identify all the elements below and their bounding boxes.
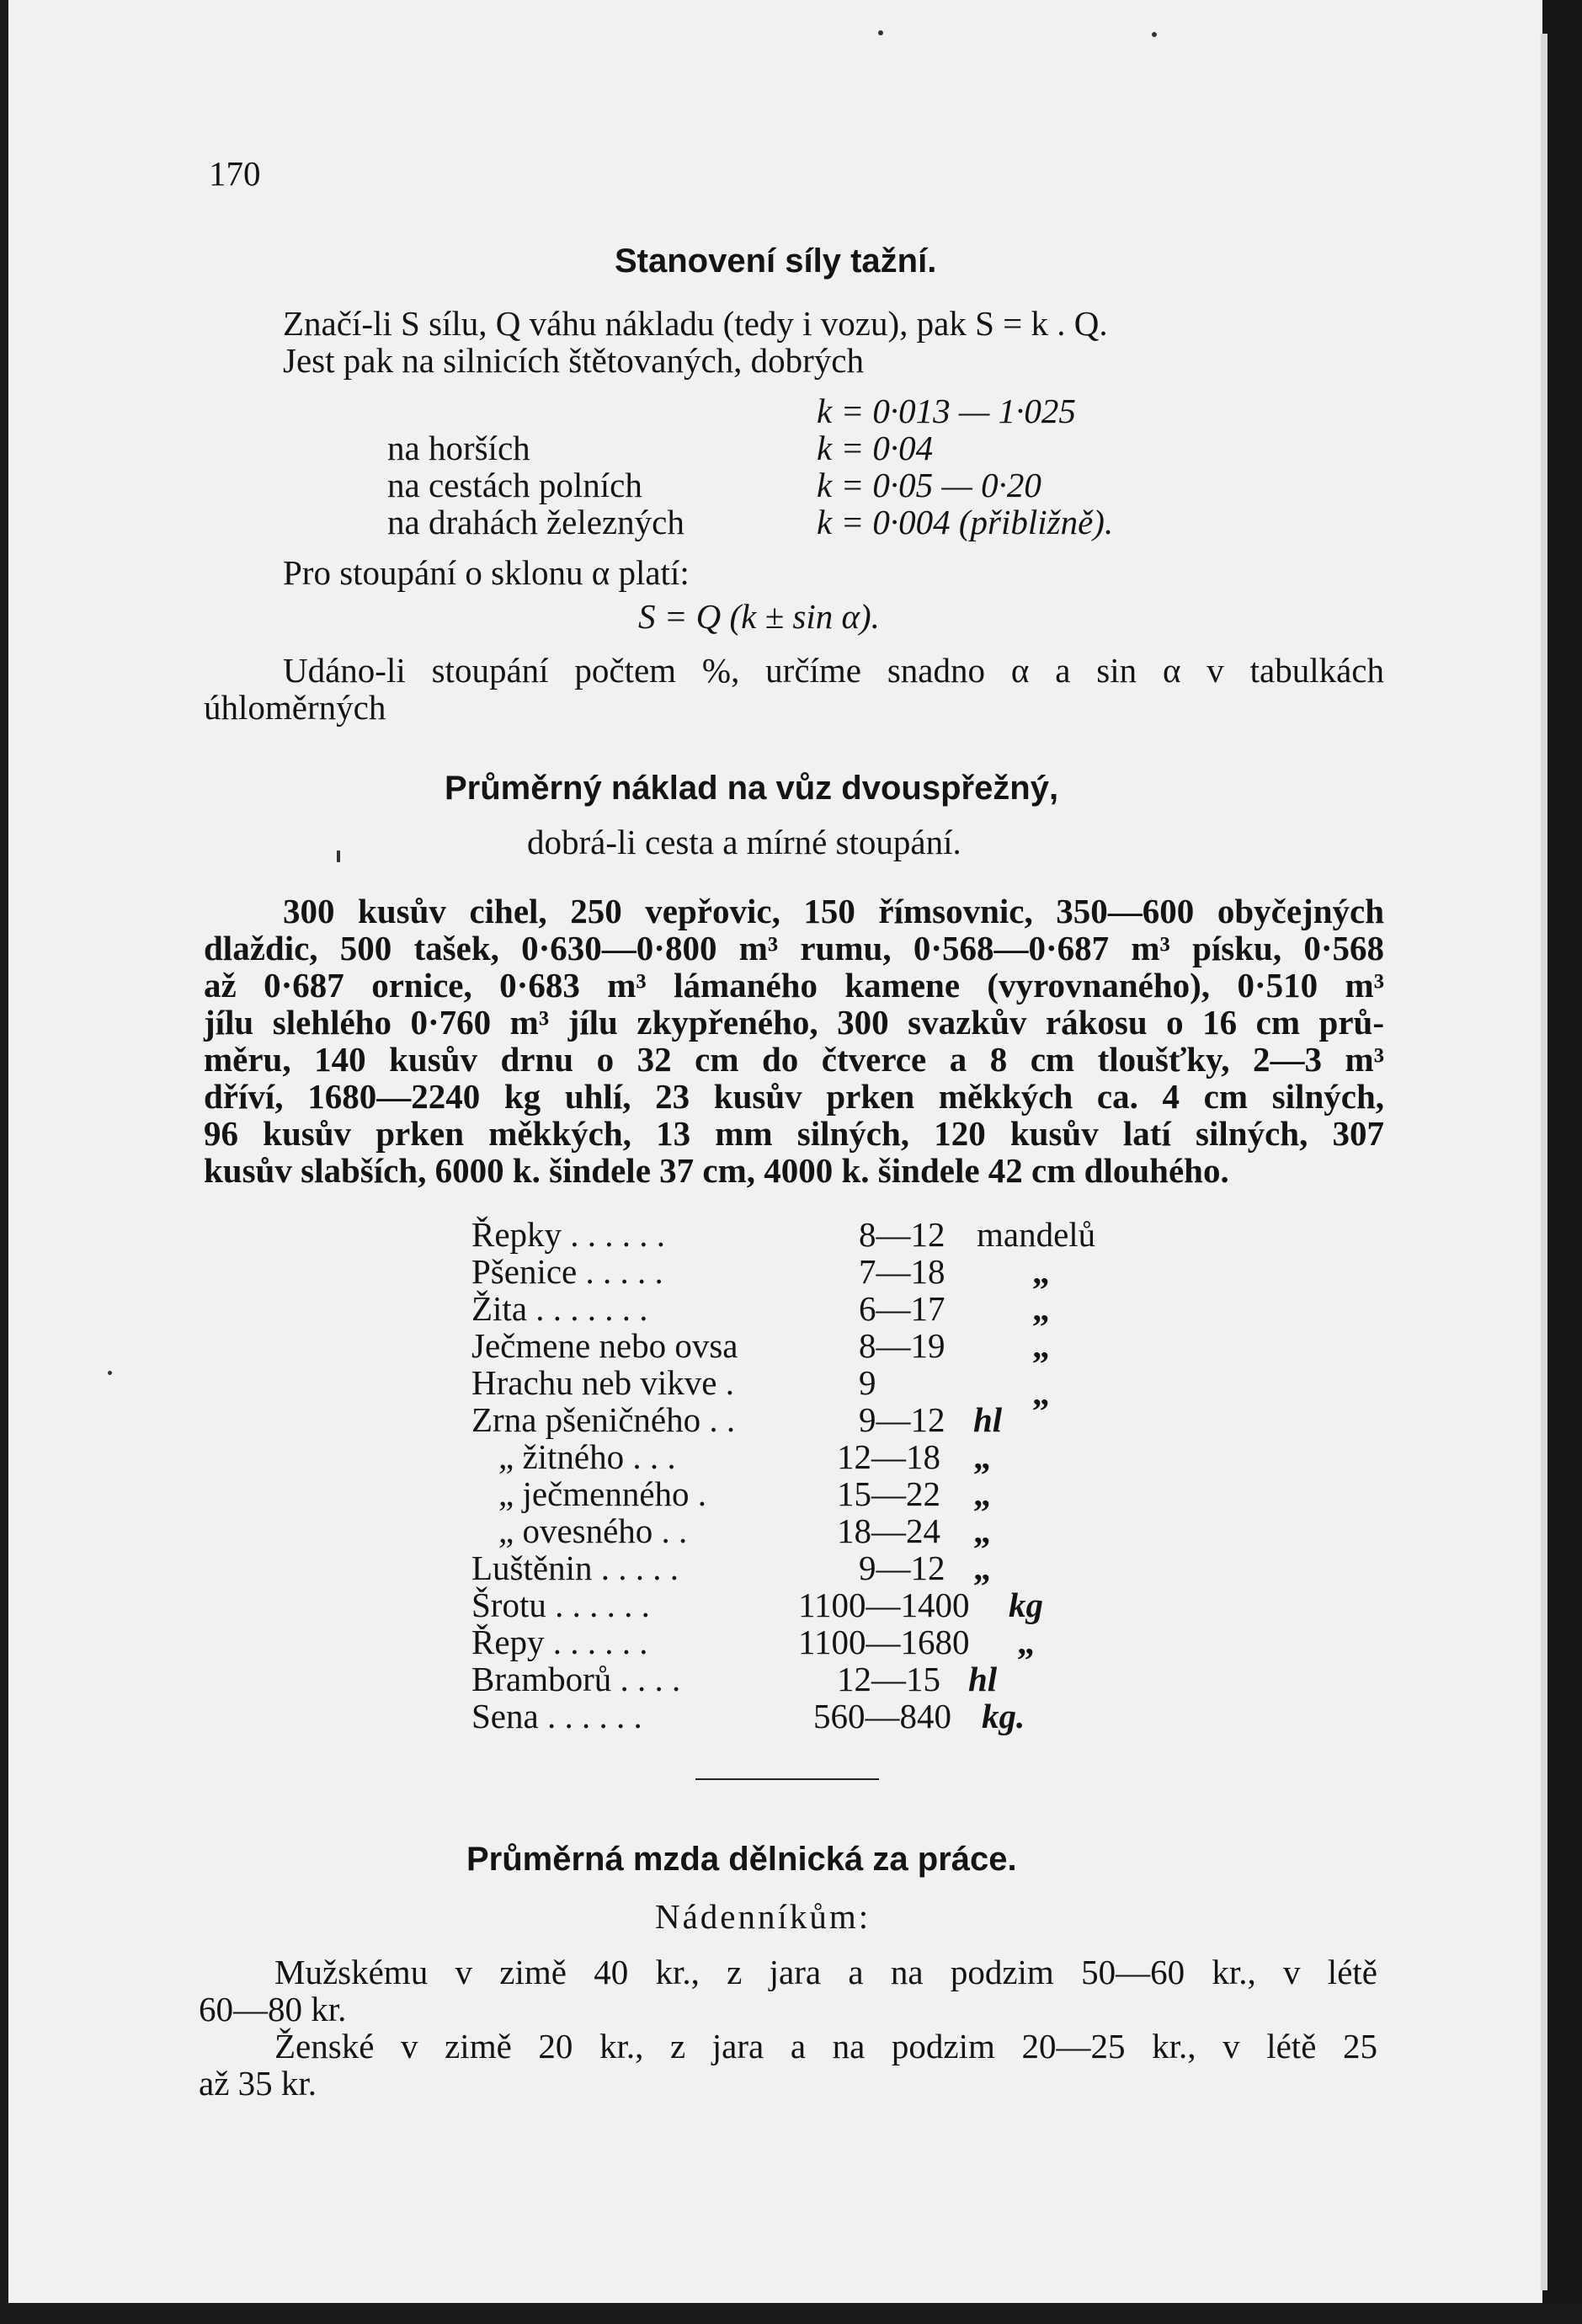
load-item: Ječmene nebo ovsa [471,1326,738,1365]
section-divider [695,1778,879,1780]
wage-men-line-1: Mužskému v zimě 40 kr., z jara a na podzim 50—60 kr., v létě [274,1953,1377,1991]
intro-line-1: Značí-li S sílu, Q váhu nákladu (tedy i vozu), pak S = k . Q. [283,304,1108,343]
load-paragraph-line: měru, 140 kusův drnu o 32 cm do čtverce a 8 cm tloušťky, 2—3 m³ [204,1040,1384,1079]
load-paragraph-line: dlaždic, 500 tašek, 0·630—0·800 m³ rumu, 0·568—0·687 m³ písku, 0·568 [204,929,1384,967]
load-item: Šrotu . . . . . . [471,1586,650,1624]
scan-speck [108,1371,112,1375]
load-item: Žita . . . . . . . [471,1289,648,1328]
load-item: „ ječmenného . [498,1474,707,1513]
scan-mark [337,850,340,862]
scan-border-right [1542,0,1582,2324]
load-paragraph-line: 300 kusův cihel, 250 vepřovic, 150 římsovnic, 350—600 obyčejných [283,892,1384,930]
load-amount: 8—12 [859,1215,945,1254]
intro-line-2: Jest pak na silnicích štětovaných, dobrých [283,341,864,380]
load-item: Pšenice . . . . . [471,1252,663,1291]
load-unit: „ [1032,1252,1050,1291]
load-item: „ žitného . . . [498,1437,676,1476]
load-unit: hl [968,1660,998,1698]
load-unit: „ [973,1511,991,1550]
slope-intro: Pro stoupání o sklonu α platí: [283,553,690,592]
section-subtitle-day-laborers: Nádenníkům: [655,1897,871,1936]
load-item: Sena . . . . . . [471,1697,642,1735]
load-item: Luštěnin . . . . . [471,1548,679,1587]
wage-women-line-2: až 35 kr. [199,2064,317,2103]
load-amount: 6—17 [859,1289,945,1328]
k-label-worse: na horších [387,429,530,467]
k-value-worse: k = 0·04 [817,429,934,467]
load-amount: 18—24 [837,1511,940,1550]
percent-line-1: Udáno-li stoupání počtem %, určíme snadno α a sin α v tabulkách [283,651,1384,690]
section-title-tractive-force: Stanovení síly tažní. [615,243,937,280]
load-item: „ ovesného . . [498,1511,688,1550]
load-item: Bramborů . . . . [471,1660,681,1698]
load-paragraph-line: jílu slehlého 0·760 m³ jílu zkypřeného, 300 svazkův rákosu o 16 cm prů- [204,1003,1384,1042]
load-paragraph-line: kusův slabších, 6000 k. šindele 37 cm, 4000 k. šindele 42 cm dlouhého. [204,1151,1229,1190]
scan-page-edge [1541,34,1547,2290]
section-subtitle-road: dobrá-li cesta a mírné stoupání. [527,823,961,861]
k-label-rail: na drahách železných [387,503,684,541]
load-unit: „ [1032,1289,1050,1328]
load-amount: 560—840 [813,1697,951,1735]
load-unit: „ [1017,1623,1035,1661]
load-amount: 12—18 [837,1437,940,1476]
load-unit: kg. [982,1697,1025,1735]
load-amount: 12—15 [837,1660,940,1698]
load-item: Řepky . . . . . . [471,1215,666,1254]
load-unit: mandelů [977,1215,1096,1254]
load-item: Řepy . . . . . . [471,1623,648,1661]
load-amount: 1100—1680 [798,1623,970,1661]
load-amount: 15—22 [837,1474,940,1513]
load-amount: 9—12 [859,1548,945,1587]
load-amount: 7—18 [859,1252,945,1291]
load-amount: 9—12 [859,1400,945,1439]
wage-women-line-1: Ženské v zimě 20 kr., z jara a na podzim 20—25 kr., v létě 25 [274,2027,1377,2065]
scan-border-left [0,0,8,2324]
k-value-rail: k = 0·004 (přibližně). [817,503,1114,541]
load-item: Zrna pšeničného . . [471,1400,736,1439]
scan-speck [878,30,883,35]
k-value-field: k = 0·05 — 0·20 [817,466,1041,504]
load-unit: kg [1009,1586,1043,1624]
load-paragraph-line: až 0·687 ornice, 0·683 m³ lámaného kamene (vyrovnaného), 0·510 m³ [204,966,1384,1005]
load-unit: „ [973,1474,991,1513]
section-title-wages: Průměrná mzda dělnická za práce. [466,1841,1017,1878]
load-unit: „ [1032,1326,1050,1365]
k-value-paved: k = 0·013 — 1·025 [817,392,1076,430]
scan-speck [1152,32,1157,37]
section-title-average-load: Průměrný náklad na vůz dvouspřežný, [445,770,1059,807]
load-unit: hl [973,1400,1003,1439]
percent-line-2: úhloměrných [204,688,386,727]
page-number: 170 [209,154,261,193]
load-unit: „ [1032,1373,1050,1412]
wage-men-line-2: 60—80 kr. [199,1990,347,2028]
slope-formula: S = Q (k ± sin α). [638,597,880,636]
load-paragraph-line: dříví, 1680—2240 kg uhlí, 23 kusův prken měkkých ca. 4 cm silných, [204,1077,1384,1116]
scan-border-bottom [0,2303,1582,2324]
load-amount: 8—19 [859,1326,945,1365]
load-unit: „ [973,1437,991,1476]
load-item: Hrachu neb vikve . [471,1363,734,1402]
load-unit: „ [973,1548,991,1587]
load-paragraph-line: 96 kusův prken měkkých, 13 mm silných, 120 kusův latí silných, 307 [204,1114,1384,1153]
load-amount: 9 [859,1363,876,1402]
load-amount: 1100—1400 [798,1586,970,1624]
k-label-field: na cestách polních [387,466,642,504]
